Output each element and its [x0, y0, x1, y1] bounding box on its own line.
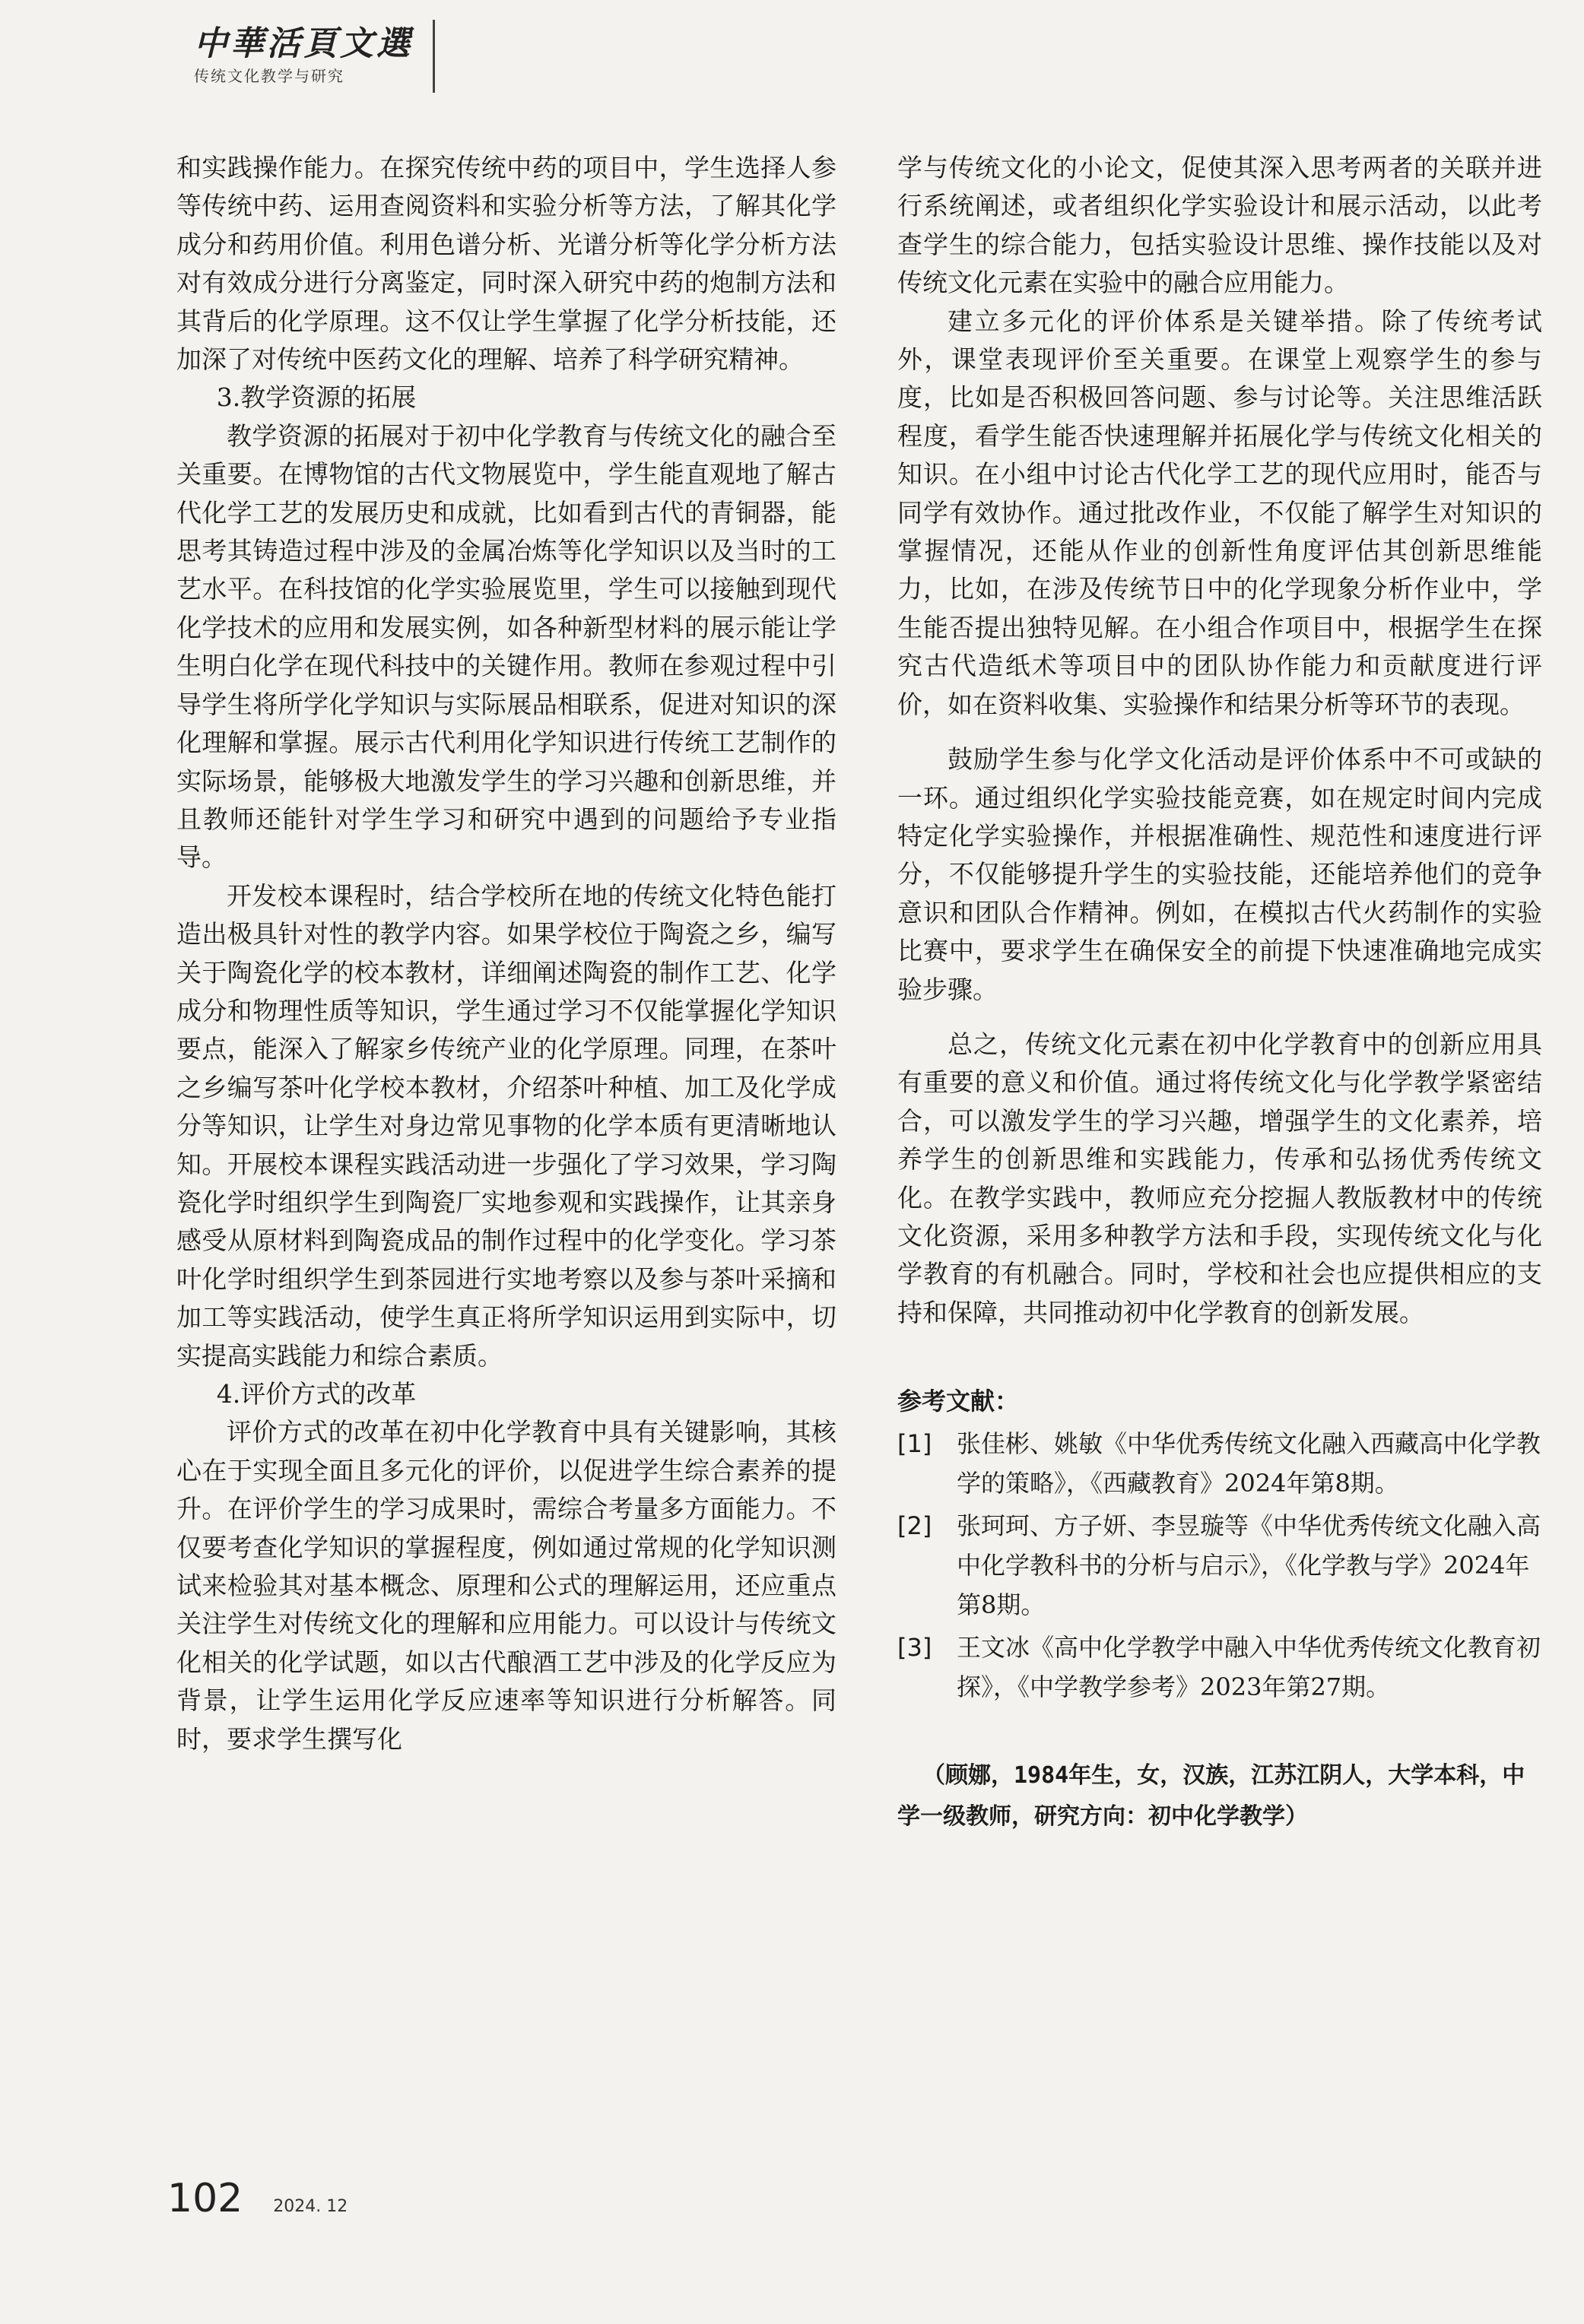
- journal-section-tagline: 传统文化教学与研究: [194, 67, 344, 85]
- section-heading: 4.评价方式的改革: [216, 1379, 417, 1409]
- reference-item: [897, 1628, 1542, 1707]
- paragraph: 评价方式的改革在初中化学教育中具有关键影响，其核心在于实现全面且多元化的评价，以促进学生综合素养的提升。在评价学生的学习成果时，需综合考量多方面能力。不仅要考查化学知识的掌握程度，例如通过常规的化学知识测试来检验其对基本概念、原理和公式的理解运用，还应重点关注学生对传统文化的理解和应用能力。可以设计与传统文化相关的化学试题，如以古代酿酒工艺中涉及的化学反应为背景，让学生运用化学反应速率等知识进行分析解答。同时，要求学生撰写化: [176, 1417, 836, 1754]
- reference-text: 张珂珂、方子妍、李昱璇等《中华优秀传统文化融入高中化学教科书的分析与启示》，《化学教与学》2024年第8期。: [957, 1511, 1541, 1619]
- reference-item: [897, 1506, 1542, 1625]
- right-column: [897, 149, 1542, 1837]
- reference-text: 王文冰《高中化学教学中融入中华优秀传统文化教育初探》，《中学教学参考》2023年第27期。: [957, 1632, 1541, 1701]
- references-title: 参考文献：: [897, 1387, 1020, 1416]
- page-header: [194, 23, 435, 93]
- paragraph: 教学资源的拓展对于初中化学教育与传统文化的融合至关重要。在博物馆的古代文物展览中，学生能直观地了解古代化学工艺的发展历史和成就，比如看到古代的青铜器，能思考其铸造过程中涉及的金属冶炼等化学知识以及当时的工艺水平。在科技馆的化学实验展览里，学生可以接触到现代化学技术的应用和发展实例，如各种新型材料的展示能让学生明白化学在现代科技中的关键作用。教师在参观过程中引导学生将所学化学知识与实际展品相联系，促进对知识的深化理解和掌握。展示古代利用化学知识进行传统工艺制作的实际场景，能够极大地激发学生的学习兴趣和创新思维，并且教师还能针对学生学习和研究中遇到的问题给予专业指导。: [176, 420, 836, 873]
- left-column: [176, 149, 836, 1758]
- paragraph: 学与传统文化的小论文，促使其深入思考两者的关联并进行系统阐述，或者组织化学实验设计和展示活动，以此考查学生的综合能力，包括实验设计思维、操作技能以及对传统文化元素在实验中的融合应用能力。: [897, 153, 1542, 298]
- reference-number: [2]: [897, 1511, 932, 1540]
- issue-date: 2024. 12: [273, 2197, 348, 2216]
- reference-item: [897, 1424, 1542, 1503]
- paragraph: 和实践操作能力。在探究传统中药的项目中，学生选择人参等传统中药、运用查阅资料和实验分析等方法，了解其化学成分和药用价值。利用色谱分析、光谱分析等化学分析方法对有效成分进行分离鉴定，同时深入研究中药的炮制方法和其背后的化学原理。这不仅让学生掌握了化学分析技能，还加深了对传统中医药文化的理解、培养了科学研究精神。: [176, 153, 836, 375]
- page-number: 102: [167, 2176, 243, 2221]
- page-footer: [167, 2176, 348, 2221]
- reference-number: [3]: [897, 1632, 932, 1662]
- paragraph: 开发校本课程时，结合学校所在地的传统文化特色能打造出极具针对性的教学内容。如果学校位于陶瓷之乡，编写关于陶瓷化学的校本教材，详细阐述陶瓷的制作工艺、化学成分和物理性质等知识，学生通过学习不仅能掌握化学知识要点，能深入了解家乡传统产业的化学原理。同理，在茶叶之乡编写茶叶化学校本教材，介绍茶叶种植、加工及化学成分等知识，让学生对身边常见事物的化学本质有更清晰地认知。开展校本课程实践活动进一步强化了学习效果，学习陶瓷化学时组织学生到陶瓷厂实地参观和实践操作，让其亲身感受从原材料到陶瓷成品的制作过程中的化学变化。学习茶叶化学时组织学生到茶园进行实地考察以及参与茶叶采摘和加工等实践活动，使学生真正将所学知识运用到实际中，切实提高实践能力和综合素质。: [176, 880, 836, 1371]
- reference-number: [1]: [897, 1428, 932, 1458]
- paragraph: 鼓励学生参与化学文化活动是评价体系中不可或缺的一环。通过组织化学实验技能竞赛，如在规定时间内完成特定化学实验操作，并根据准确性、规范性和速度进行评分，不仅能够提升学生的实验技能，还能培养他们的竞争意识和团队合作精神。例如，在模拟古代火药制作的实验比赛中，要求学生在确保安全的前提下快速准确地完成实验步骤。: [897, 744, 1542, 1004]
- author-note: （顾娜，1984年生，女，汉族，江苏江阴人，大学本科，中学一级教师，研究方向：初中化学教学）: [897, 1761, 1525, 1830]
- section-heading: 3.教学资源的拓展: [216, 382, 417, 413]
- paragraph: 建立多元化的评价体系是关键举措。除了传统考试外，课堂表现评价至关重要。在课堂上观察学生的参与度，比如是否积极回答问题、参与讨论等。关注思维活跃程度，看学生能否快速理解并拓展化学与传统文化相关的知识。在小组中讨论古代化学工艺的现代应用时，能否与同学有效协作。通过批改作业，不仅能了解学生对知识的掌握情况，还能从作业的创新性角度评估其创新思维能力，比如，在涉及传统节日中的化学现象分析作业中，学生能否提出独特见解。在小组合作项目中，根据学生在探究古代造纸术等项目中的团队协作能力和贡献度进行评价，如在资料收集、实验操作和结果分析等环节的表现。: [897, 306, 1542, 719]
- paragraph: 总之，传统文化元素在初中化学教育中的创新应用具有重要的意义和价值。通过将传统文化与化学教学紧密结合，可以激发学生的学习兴趣，增强学生的文化素养，培养学生的创新思维和实践能力，传承和弘扬优秀传统文化。在教学实践中，教师应充分挖掘人教版教材中的传统文化资源，采用多种教学方法和手段，实现传统文化与化学教育的有机融合。同时，学校和社会也应提供相应的支持和保障，共同推动初中化学教育的创新发展。: [897, 1029, 1542, 1327]
- journal-masthead: [194, 23, 413, 93]
- reference-text: 张佳彬、姚敏《中华优秀传统文化融入西藏高中化学教学的策略》，《西藏教育》2024年第8期。: [957, 1428, 1541, 1498]
- journal-logo: 中華活頁文選: [194, 24, 413, 63]
- header-divider: [433, 20, 435, 93]
